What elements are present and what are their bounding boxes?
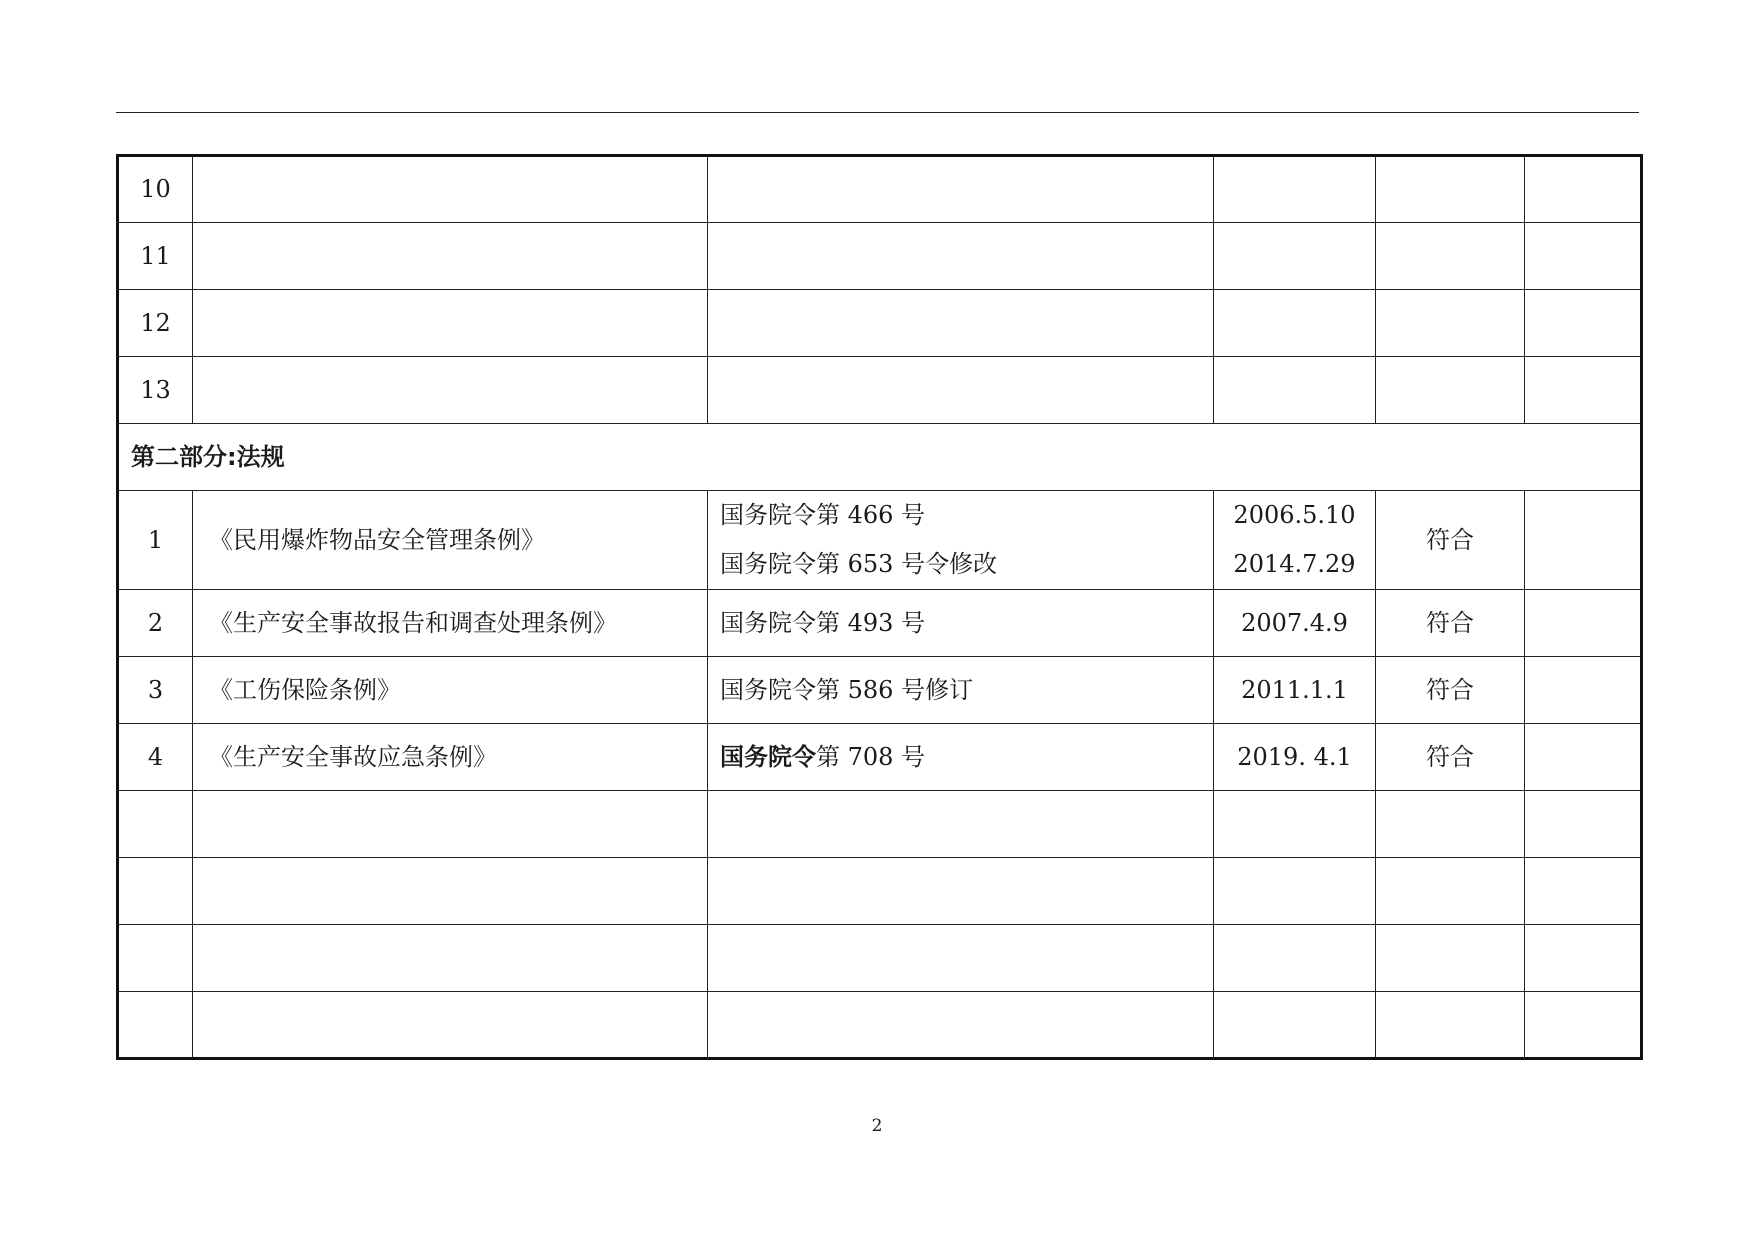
table-row <box>118 491 1642 590</box>
regulation-name-cell: 《生产安全事故应急条例》 <box>193 724 708 791</box>
evaluation-cell <box>1376 156 1525 223</box>
row-number <box>118 791 193 858</box>
section-title: 第二部分:法规 <box>118 424 1642 491</box>
date-cell: 2019. 4.1 <box>1214 724 1376 791</box>
table-row <box>118 357 1642 424</box>
date-cell <box>1214 156 1376 223</box>
row-number: 11 <box>118 223 193 290</box>
row-number: 3 <box>118 657 193 724</box>
table-row <box>118 858 1642 925</box>
remark-cell <box>1525 925 1642 992</box>
evaluation-cell <box>1376 925 1525 992</box>
row-number <box>118 858 193 925</box>
document-number-line: 国务院令第 653 号令修改 <box>720 550 998 578</box>
row-number: 10 <box>118 156 193 223</box>
document-number-text: 第 708 号 <box>816 742 926 771</box>
remark-cell <box>1525 223 1642 290</box>
evaluation-cell <box>1376 858 1525 925</box>
row-number: 4 <box>118 724 193 791</box>
evaluation-cell <box>1376 223 1525 290</box>
evaluation-cell: 符合 <box>1376 724 1525 791</box>
row-number <box>118 992 193 1059</box>
table-row <box>118 791 1642 858</box>
document-number-cell: 国务院令第 586 号修订 <box>708 657 1214 724</box>
regulation-name-cell: 《工伤保险条例》 <box>193 657 708 724</box>
document-number-cell <box>708 925 1214 992</box>
table-row <box>118 290 1642 357</box>
document-number-line: 国务院令第 466 号 <box>720 501 926 530</box>
evaluation-cell <box>1376 290 1525 357</box>
remark-cell <box>1525 290 1642 357</box>
evaluation-cell <box>1376 791 1525 858</box>
remark-cell <box>1525 590 1642 657</box>
document-number-cell <box>708 357 1214 424</box>
date-line: 2014.7.29 <box>1233 550 1356 578</box>
regulations-table <box>116 154 1643 1060</box>
remark-cell <box>1525 724 1642 791</box>
date-cell <box>1214 992 1376 1059</box>
regulation-name-cell <box>193 156 708 223</box>
header-rule <box>116 112 1639 113</box>
page-number: 2 <box>871 1116 883 1136</box>
evaluation-cell: 符合 <box>1376 590 1525 657</box>
remark-cell <box>1525 491 1642 590</box>
table-row <box>118 156 1642 223</box>
date-line: 2006.5.10 <box>1233 501 1356 530</box>
regulation-name-cell <box>193 791 708 858</box>
document-issuer-bold: 国务院令 <box>720 742 816 771</box>
remark-cell <box>1525 992 1642 1059</box>
date-cell <box>1214 223 1376 290</box>
remark-cell <box>1525 657 1642 724</box>
table-row <box>118 657 1642 724</box>
evaluation-cell <box>1376 357 1525 424</box>
document-number-cell <box>708 992 1214 1059</box>
regulation-name-cell <box>193 858 708 925</box>
date-cell <box>1214 791 1376 858</box>
remark-cell <box>1525 156 1642 223</box>
evaluation-cell <box>1376 992 1525 1059</box>
table-row <box>118 992 1642 1059</box>
document-number-cell <box>708 491 1214 590</box>
date-cell <box>1214 925 1376 992</box>
remark-cell <box>1525 791 1642 858</box>
row-number: 13 <box>118 357 193 424</box>
date-cell <box>1214 357 1376 424</box>
document-number-cell <box>708 156 1214 223</box>
table-row <box>118 590 1642 657</box>
regulation-name-cell: 《民用爆炸物品安全管理条例》 <box>193 491 708 590</box>
remark-cell <box>1525 858 1642 925</box>
date-cell <box>1214 290 1376 357</box>
evaluation-cell: 符合 <box>1376 491 1525 590</box>
document-number-cell <box>708 791 1214 858</box>
regulation-name-cell <box>193 925 708 992</box>
row-number: 1 <box>118 491 193 590</box>
regulation-name-cell <box>193 357 708 424</box>
document-number-cell <box>708 858 1214 925</box>
date-cell <box>1214 858 1376 925</box>
regulation-name-cell <box>193 223 708 290</box>
date-cell: 2007.4.9 <box>1214 590 1376 657</box>
row-number: 2 <box>118 590 193 657</box>
regulation-name-cell: 《生产安全事故报告和调查处理条例》 <box>193 590 708 657</box>
row-number: 12 <box>118 290 193 357</box>
regulation-name-cell <box>193 290 708 357</box>
table-row <box>118 925 1642 992</box>
evaluation-cell: 符合 <box>1376 657 1525 724</box>
remark-cell <box>1525 357 1642 424</box>
table-row <box>118 724 1642 791</box>
document-number-cell <box>708 290 1214 357</box>
date-cell <box>1214 491 1376 590</box>
date-cell: 2011.1.1 <box>1214 657 1376 724</box>
document-number-cell: 国务院令第 493 号 <box>708 590 1214 657</box>
document-number-cell <box>708 724 1214 791</box>
regulation-name-cell <box>193 992 708 1059</box>
table-row <box>118 223 1642 290</box>
document-number-cell <box>708 223 1214 290</box>
row-number <box>118 925 193 992</box>
section-row <box>118 424 1642 491</box>
